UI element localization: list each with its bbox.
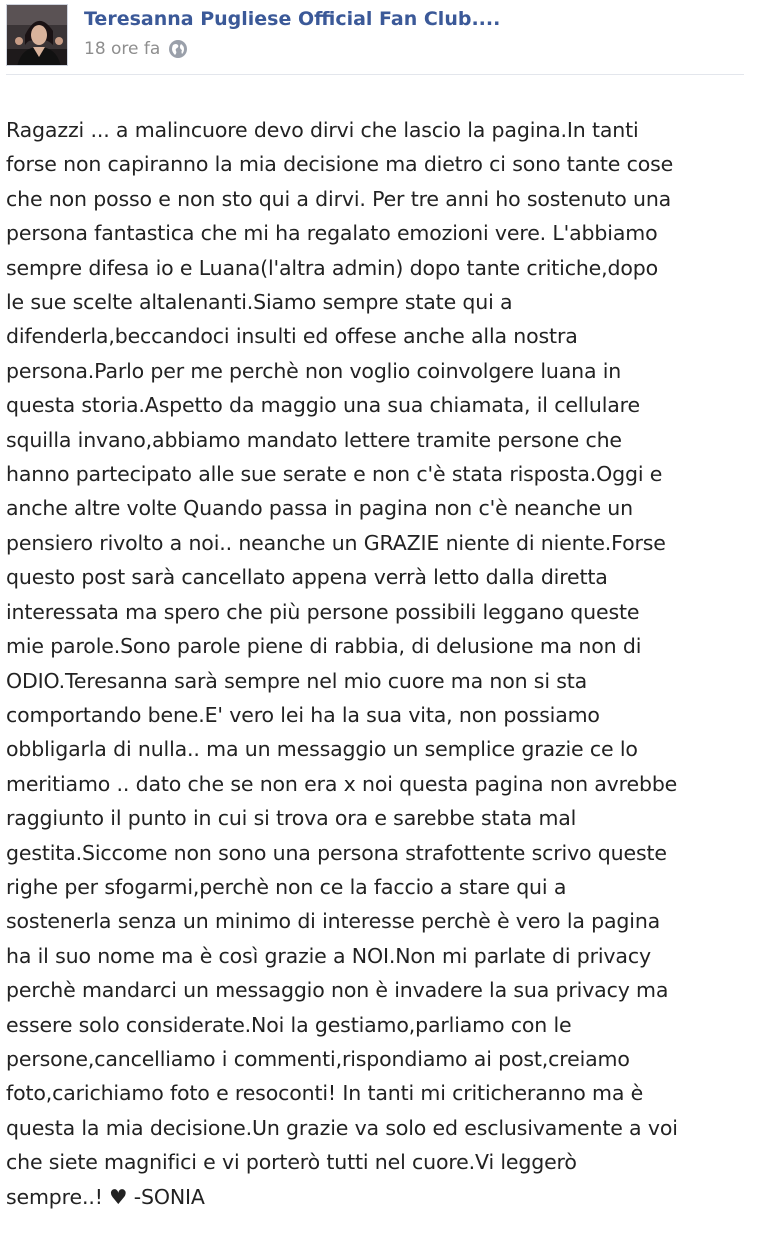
header-divider: [6, 74, 744, 75]
post-timestamp[interactable]: 18 ore fa: [84, 39, 161, 59]
post-message: Ragazzi ... a malincuore devo dirvi che lascio la pagina.In tanti forse non capiranno la mia decisione ma dietro ci sono tante cose che non posso e non sto qui a dirvi. Per tre anni ho sostenuto una persona fantastica che mi ha regalato emozioni vere. L'abbiamo sempre difesa io e Luana(l'altra admin) dopo tante critiche,dopo le sue scelte altalenanti.Siamo sempre state qui a difenderla,beccandoci insulti ed offese anche alla nostra persona.Parlo per me perchè non voglio coinvolgere luana in questa storia.Aspetto da maggio una sua chiamata, il cellulare squilla invano,abbiamo mandato lettere tramite persone che hanno partecipato alle sue serate e non c'è stata risposta.Oggi e anche altre volte Quando passa in pagina non c'è neanche un pensiero rivolto a noi.. neanche un GRAZIE niente di niente.Forse questo post sarà cancellato appena verrà letto dalla diretta interessata ma spero che più persone possibili leggano queste mie parole.Sono parole piene di rabbia, di delusione ma non di ODIO.Teresanna sarà sempre nel mio cuore ma non si sta comportando bene.E' vero lei ha la sua vita, non possiamo obbligarla di nulla.. ma un messaggio un semplice grazie ce lo meritiamo .. dato che se non era x noi questa pagina non avrebbe raggiunto il punto in cui si trova ora e sarebbe stata mal gestita.Siccome non sono una persona strafottente scrivo queste righe per sfogarmi,perchè non ce la faccio a stare qui a sostenerla senza un minimo di interesse perchè è vero la pagina ha il suo nome ma è così grazie a NOI.Non mi parlate di privacy perchè mandarci un messaggio non è invadere la sua privacy ma essere solo considerate.Noi la gestiamo,parliamo con le persone,cancelliamo i commenti,rispondiamo ai post,creiamo foto,carichiamo foto e resoconti! In tanti mi criticheranno ma è questa la mia decisione.Un grazie va solo ed esclusivamente a voi che siete magnifici e vi porterò tutti nel cuore.Vi leggerò sempre..! ♥ -SONIA: [6, 118, 678, 1209]
globe-icon[interactable]: [168, 39, 188, 59]
post-meta: [84, 38, 188, 60]
profile-photo: [7, 5, 68, 66]
page-avatar[interactable]: [6, 4, 68, 66]
page-name-link[interactable]: Teresanna Pugliese Official Fan Club....: [84, 8, 501, 30]
post-header: [6, 4, 746, 66]
